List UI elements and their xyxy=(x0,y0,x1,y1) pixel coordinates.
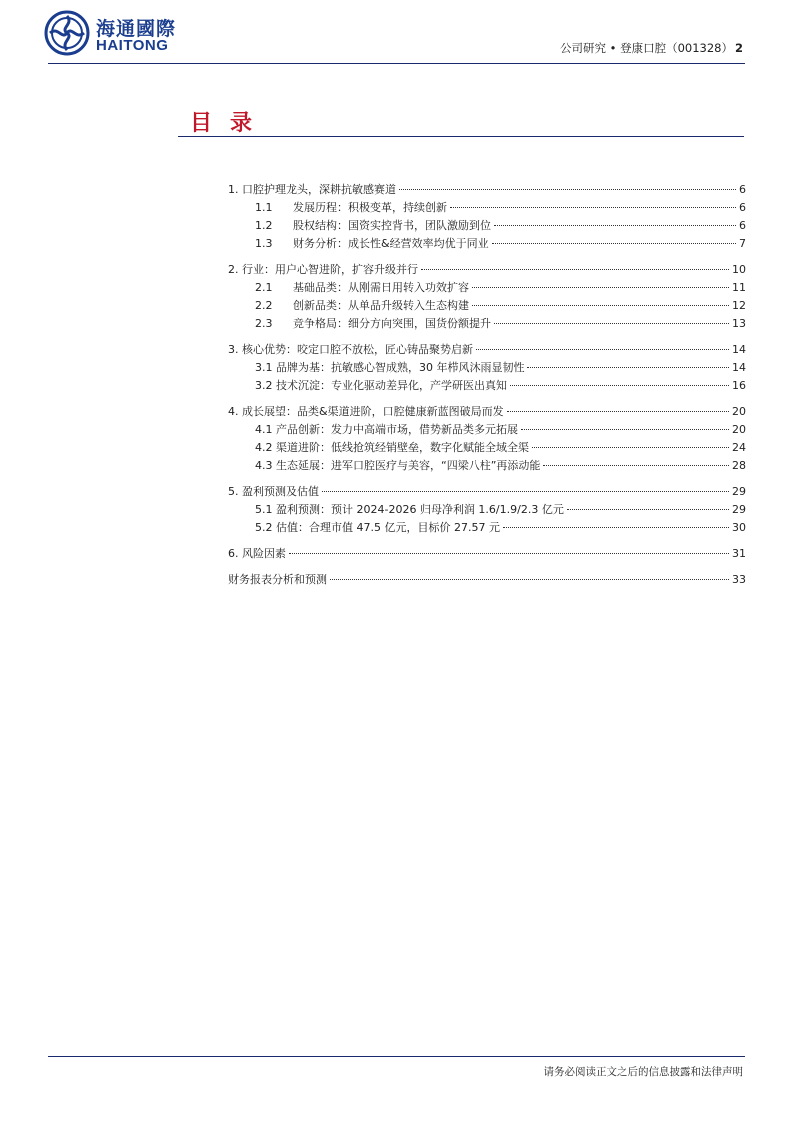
toc-leader-dots xyxy=(494,323,729,324)
toc-entry-text: 5. 盈利预测及估值 xyxy=(228,485,319,498)
toc-entry-page: 14 xyxy=(732,343,746,356)
toc-entry-page: 6 xyxy=(739,183,746,196)
toc-entry-number: 2.3 xyxy=(255,317,273,330)
toc-gap xyxy=(228,475,746,483)
haitong-logo-icon xyxy=(44,10,90,56)
toc-subsection[interactable] xyxy=(228,501,746,519)
toc-gap xyxy=(228,395,746,403)
toc-entry-title xyxy=(255,501,564,517)
toc-subsection[interactable] xyxy=(228,235,746,253)
toc-entry-page: 10 xyxy=(732,263,746,276)
toc-leader-dots xyxy=(567,509,729,510)
toc-subsection[interactable] xyxy=(228,377,746,395)
toc-entry-page: 6 xyxy=(739,201,746,214)
toc-entry-title xyxy=(255,377,507,393)
toc-entry-text: 4.1 产品创新：发力中高端市场，借势新品类多元拓展 xyxy=(255,423,518,436)
running-head-title: 公司研究 • 登康口腔（001328） xyxy=(559,41,733,55)
toc-entry-number: 2.2 xyxy=(255,299,273,312)
toc-entry-title xyxy=(228,341,473,357)
toc-entry-page: 31 xyxy=(732,547,746,560)
toc-entry-page: 24 xyxy=(732,441,746,454)
toc-gap xyxy=(228,537,746,545)
toc-entry-text: 股权结构：国资实控背书，团队激励到位 xyxy=(293,219,491,232)
toc-entry-page: 28 xyxy=(732,459,746,472)
toc-entry-text: 5.2 估值：合理市值 47.5 亿元，目标价 27.57 元 xyxy=(255,521,500,534)
toc-entry-title xyxy=(228,261,418,277)
toc-gap xyxy=(228,563,746,571)
toc-entry-page: 13 xyxy=(732,317,746,330)
footer-disclaimer: 请务必阅读正文之后的信息披露和法律声明 xyxy=(543,1066,743,1078)
toc-entry-title xyxy=(255,199,447,215)
running-head xyxy=(560,40,743,56)
toc-entry-page: 6 xyxy=(739,219,746,232)
toc-entry-page: 7 xyxy=(739,237,746,250)
toc-title: 目录 xyxy=(190,111,271,136)
toc-leader-dots xyxy=(399,189,736,190)
toc-entry-title xyxy=(255,359,524,375)
toc-entry-title xyxy=(255,421,518,437)
toc-entry-title xyxy=(228,483,319,499)
logo-english-name: HAITONG xyxy=(96,37,169,54)
toc-entry-text: 3.1 品牌为基：抗敏感心智成熟，30 年栉风沐雨显韧性 xyxy=(255,361,525,374)
toc-entry-text: 6. 风险因素 xyxy=(228,547,286,560)
toc-entry-title xyxy=(255,315,491,331)
toc-entry-page: 16 xyxy=(732,379,746,392)
toc-entry-number: 1.3 xyxy=(255,237,273,250)
toc-gap xyxy=(228,253,746,261)
toc-entry-page: 14 xyxy=(732,361,746,374)
toc-entry-page: 29 xyxy=(732,503,746,516)
toc-entry-number: 1.2 xyxy=(255,219,273,232)
toc-entry-text: 财务分析：成长性&经营效率均优于同业 xyxy=(293,237,489,250)
toc-section[interactable] xyxy=(228,571,746,589)
toc-entry-text: 财务报表分析和预测 xyxy=(228,573,327,586)
toc-leader-dots xyxy=(421,269,729,270)
toc-leader-dots xyxy=(494,225,736,226)
toc-gap xyxy=(228,333,746,341)
toc-entry-title xyxy=(228,545,286,561)
toc-title-divider xyxy=(178,136,744,137)
toc-leader-dots xyxy=(510,385,729,386)
toc-entry-text: 5.1 盈利预测：预计 2024-2026 归母净利润 1.6/1.9/2.3 亿元 xyxy=(255,503,564,516)
toc-entry-title xyxy=(255,439,529,455)
toc-subsection[interactable] xyxy=(228,199,746,217)
toc-subsection[interactable] xyxy=(228,297,746,315)
toc-entry-title xyxy=(255,235,489,251)
toc-entry-page: 30 xyxy=(732,521,746,534)
toc-subsection[interactable] xyxy=(228,519,746,537)
toc-leader-dots xyxy=(472,305,729,306)
toc-leader-dots xyxy=(472,287,729,288)
toc-entry-text: 基础品类：从刚需日用转入功效扩容 xyxy=(293,281,469,294)
toc-section[interactable] xyxy=(228,545,746,563)
toc-entry-text: 1. 口腔护理龙头，深耕抗敏感赛道 xyxy=(228,183,396,196)
toc-section[interactable] xyxy=(228,181,746,199)
toc-leader-dots xyxy=(492,243,736,244)
toc-entry-page: 29 xyxy=(732,485,746,498)
footer-divider xyxy=(48,1056,745,1057)
toc-section[interactable] xyxy=(228,341,746,359)
toc-subsection[interactable] xyxy=(228,421,746,439)
toc-entry-text: 4.2 渠道进阶：低线抢筑经销壁垒，数字化赋能全域全渠 xyxy=(255,441,529,454)
toc-entry-text: 3. 核心优势：咬定口腔不放松，匠心铸品聚势启新 xyxy=(228,343,473,356)
table-of-contents xyxy=(228,181,746,589)
toc-leader-dots xyxy=(532,447,729,448)
toc-leader-dots xyxy=(503,527,729,528)
toc-subsection[interactable] xyxy=(228,457,746,475)
toc-subsection[interactable] xyxy=(228,217,746,235)
toc-subsection[interactable] xyxy=(228,279,746,297)
toc-entry-text: 创新品类：从单品升级转入生态构建 xyxy=(293,299,469,312)
toc-entry-title xyxy=(228,403,504,419)
toc-entry-text: 3.2 技术沉淀：专业化驱动差异化，产学研医出真知 xyxy=(255,379,507,392)
toc-leader-dots xyxy=(322,491,729,492)
toc-entry-text: 竞争格局：细分方向突围，国货份额提升 xyxy=(293,317,491,330)
toc-entry-title xyxy=(228,571,327,587)
toc-leader-dots xyxy=(330,579,729,580)
toc-leader-dots xyxy=(543,465,729,466)
toc-leader-dots xyxy=(507,411,729,412)
toc-entry-title xyxy=(255,279,469,295)
toc-entry-text: 发展历程：积极变革，持续创新 xyxy=(293,201,447,214)
page-number: 2 xyxy=(734,41,743,55)
toc-entry-text: 4. 成长展望：品类&渠道进阶，口腔健康新蓝图破局而发 xyxy=(228,405,504,418)
toc-leader-dots xyxy=(289,553,729,554)
toc-leader-dots xyxy=(521,429,729,430)
logo-chinese-name: 海通國際 xyxy=(96,18,177,40)
toc-entry-number: 1.1 xyxy=(255,201,273,214)
header-divider xyxy=(48,63,745,64)
toc-entry-title xyxy=(255,457,540,473)
toc-entry-title xyxy=(255,217,491,233)
haitong-logo xyxy=(44,10,184,56)
toc-leader-dots xyxy=(476,349,729,350)
toc-entry-page: 20 xyxy=(732,405,746,418)
toc-entry-page: 11 xyxy=(732,281,746,294)
toc-subsection[interactable] xyxy=(228,359,746,377)
toc-subsection[interactable] xyxy=(228,439,746,457)
toc-section[interactable] xyxy=(228,483,746,501)
page-header xyxy=(0,0,793,68)
toc-entry-number: 2.1 xyxy=(255,281,273,294)
toc-entry-page: 12 xyxy=(732,299,746,312)
toc-subsection[interactable] xyxy=(228,315,746,333)
toc-leader-dots xyxy=(450,207,736,208)
toc-entry-title xyxy=(255,519,500,535)
toc-section[interactable] xyxy=(228,403,746,421)
toc-leader-dots xyxy=(527,367,729,368)
toc-entry-page: 33 xyxy=(732,573,746,586)
toc-entry-title xyxy=(255,297,469,313)
toc-entry-title xyxy=(228,181,396,197)
toc-entry-page: 20 xyxy=(732,423,746,436)
toc-section[interactable] xyxy=(228,261,746,279)
toc-entry-text: 2. 行业：用户心智进阶，扩容升级并行 xyxy=(228,263,418,276)
toc-entry-text: 4.3 生态延展：进军口腔医疗与美容，“四梁八柱”再添动能 xyxy=(255,459,541,472)
